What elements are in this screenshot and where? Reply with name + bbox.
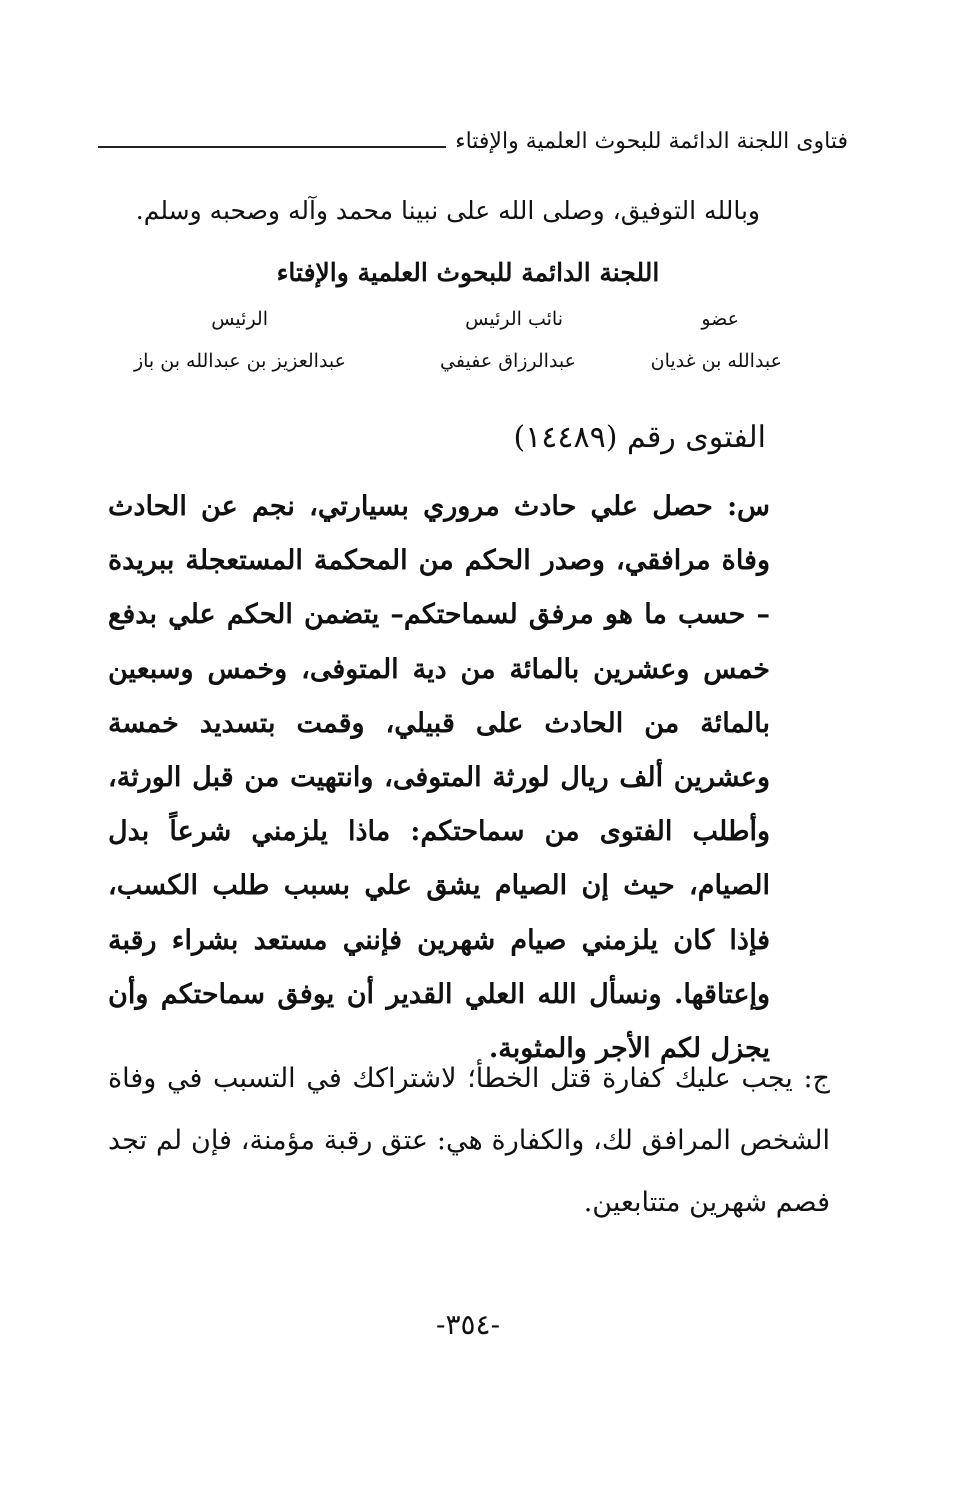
signatory-member-name: عبدالله بن غديان	[650, 350, 782, 372]
committee-name: اللجنة الدائمة للبحوث العلمية والإفتاء	[276, 258, 660, 287]
fatwa-question: س: حصل علي حادث مروري بسيارتي، نجم عن الحادث وفاة مرافقي، وصدر الحكم من المحكمة المستعجلة ببريدة – حسب ما هو مرفق لسماحتكم– يتضمن الحكم علي بدفع خمس وعشرين بالمائة من دية المتوفى، وخمس وسبعين بالمائة من الحادث على قبيلي، وقمت بتسديد خمسة وعشرين ألف ريال لورثة المتوفى، وانتهيت من قبل الورثة، وأطلب الفتوى من سماحتكم: ماذا يلزمني شرعاً بدل الصيام، حيث إن الصيام يشق علي بسبب طلب الكسب، فإذا كان يلزمني صيام شهرين فإنني مستعد بشراء رقبة وإعتاقها. ونسأل الله العلي القدير أن يوفق سماحتكم وأن يجزل لكم الأجر والمثوبة.	[108, 491, 770, 1065]
signatory-president-role: الرئيس	[211, 308, 268, 330]
fatwa-answer: ج: يجب عليك كفارة قتل الخطأ؛ لاشتراكك في التسبب في وفاة الشخص المرافق لك، والكفارة هي: عتق رقبة مؤمنة، فإن لم تجد فصم شهرين متتابعين.	[108, 1063, 830, 1218]
running-header	[98, 122, 848, 162]
page-number: -٣٥٤-	[435, 1308, 501, 1341]
signatory-president-name: عبدالعزيز بن عبدالله بن باز	[133, 350, 346, 372]
signatory-vice-president-role: نائب الرئيس	[465, 308, 563, 330]
closing-formula: وبالله التوفيق، وصلى الله على نبينا محمد وآله وصحبه وسلم.	[135, 196, 760, 225]
signatory-member-role: عضو	[701, 308, 739, 330]
fatwa-title: الفتوى رقم (١٤٤٨٩)	[513, 420, 766, 455]
running-title: فتاوى اللجنة الدائمة للبحوث العلمية والإفتاء	[455, 129, 848, 154]
header-rule	[98, 146, 446, 148]
signatory-vice-president-name: عبدالرزاق عفيفي	[440, 350, 576, 372]
